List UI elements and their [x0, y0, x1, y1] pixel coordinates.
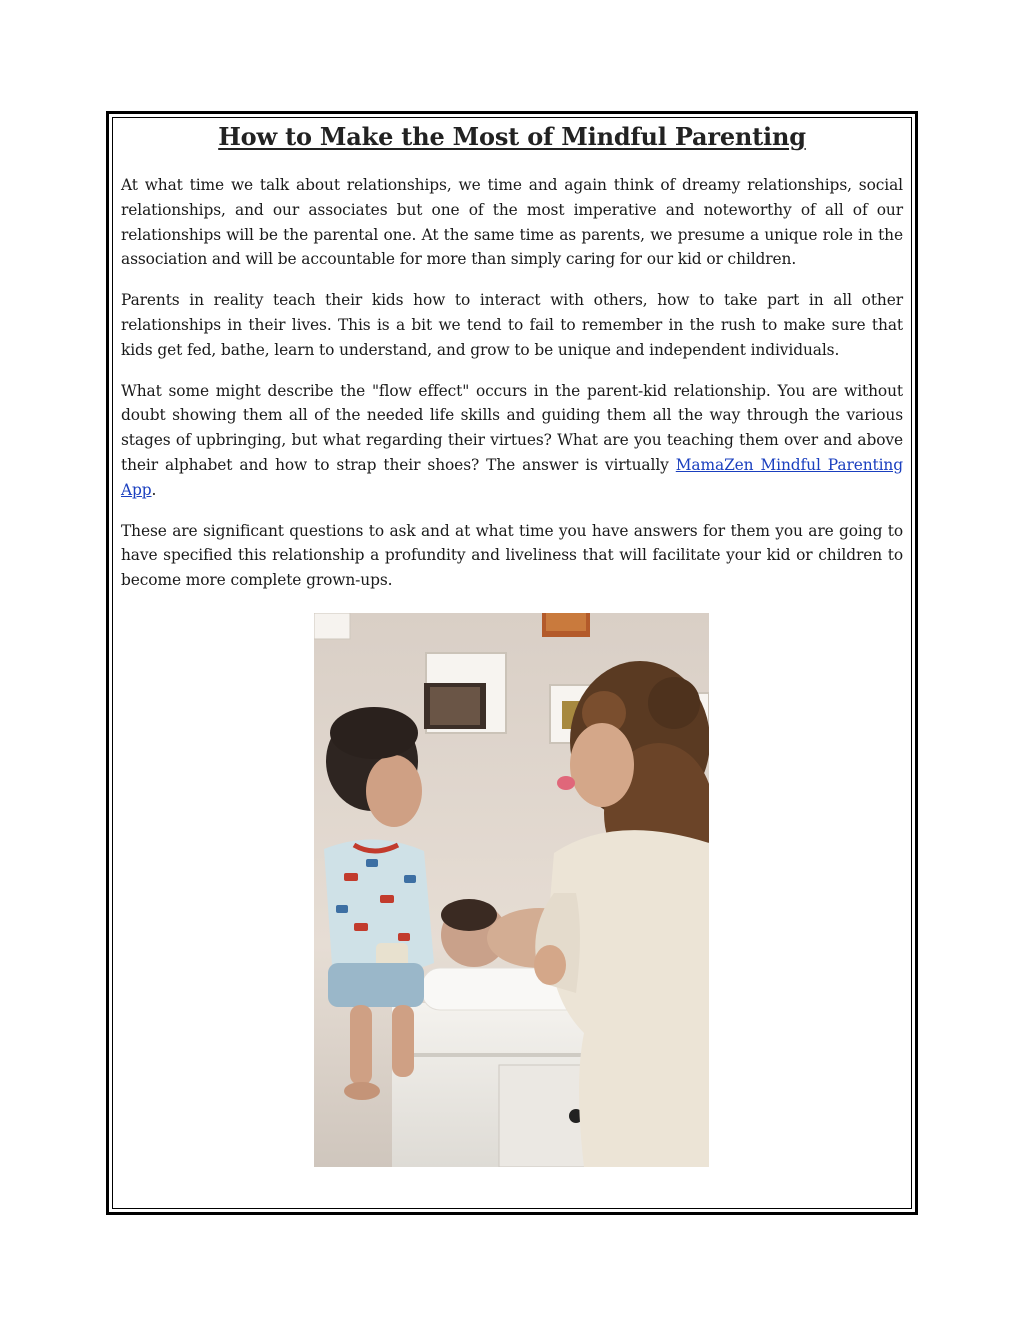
paragraph-3-end: . — [151, 480, 157, 499]
paragraph-3 — [121, 379, 903, 503]
paragraph-3-text: What some might describe the "flow effect" occurs in the parent-kid relationship. You are without doubt showing them all of the needed life skills and guiding them all the way through the various stages of upbringing, but what regarding their virtues? What are you teaching them over and above their alphabet and how to strap their shoes? The answer is virtually — [121, 381, 903, 474]
paragraph-2: Parents in reality teach their kids how to interact with others, how to take part in all other relationships in their lives. This is a bit we tend to fail to remember in the rush to make sure that kids get fed, bathe, learn to understand, and grow to be unique and independent individuals. — [121, 291, 903, 359]
family-photo — [314, 613, 709, 1167]
paragraph-1: At what time we talk about relationships, we time and again think of dreamy relationships, social relationships, and our associates but one of the most imperative and noteworthy of all of our relationships will be the parental one. At the same time as parents, we presume a unique role in the association and will be accountable for more than simply caring for our kid or children. — [121, 176, 903, 269]
paragraph-4: These are significant questions to ask and at what time you have answers for them you are going to have specified this relationship a profundity and liveliness that will facilitate your kid or children to become more complete grown-ups. — [121, 521, 903, 590]
article-title: How to Make the Most of Mindful Parenting — [218, 122, 806, 151]
article-body — [121, 118, 903, 609]
mamazen-app-link[interactable]: MamaZen Mindful Parenting App — [121, 455, 903, 499]
